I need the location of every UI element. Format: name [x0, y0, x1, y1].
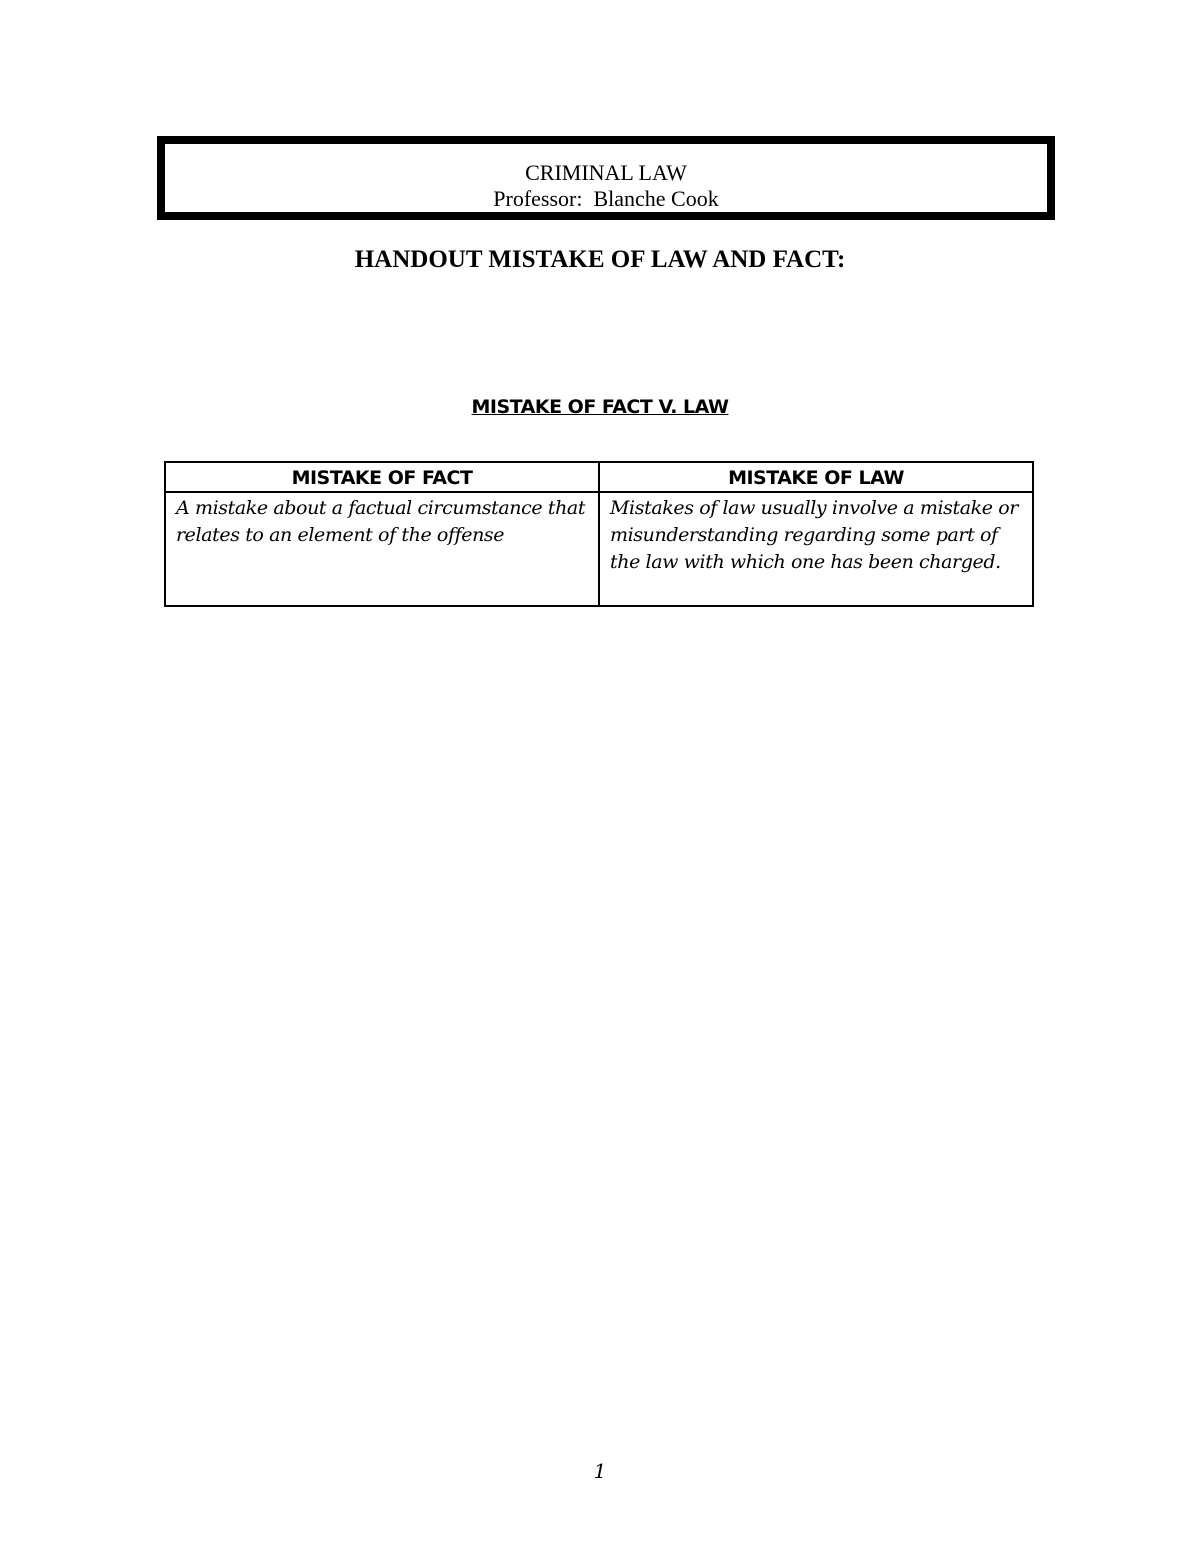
table-row: [165, 492, 1033, 606]
table-header-row: [165, 462, 1033, 492]
comparison-table: [164, 461, 1034, 607]
course-header-box: [157, 136, 1055, 220]
section-heading: MISTAKE OF FACT V. LAW: [471, 396, 729, 418]
column-header-mistake-of-fact: MISTAKE OF FACT: [165, 462, 599, 492]
handout-title: HANDOUT MISTAKE OF LAW AND FACT:: [354, 246, 846, 273]
professor-line: Professor: Blanche Cook: [493, 186, 719, 211]
mistake-of-fact-definition: A mistake about a factual circumstance that relates to an element of the offense: [165, 492, 599, 606]
mistake-of-law-definition: Mistakes of law usually involve a mistake or misunderstanding regarding some part of the law with which one has been charged.: [599, 492, 1033, 606]
column-header-mistake-of-law: MISTAKE OF LAW: [599, 462, 1033, 492]
page-number: 1: [593, 1459, 607, 1483]
course-title: CRIMINAL LAW: [525, 160, 687, 185]
